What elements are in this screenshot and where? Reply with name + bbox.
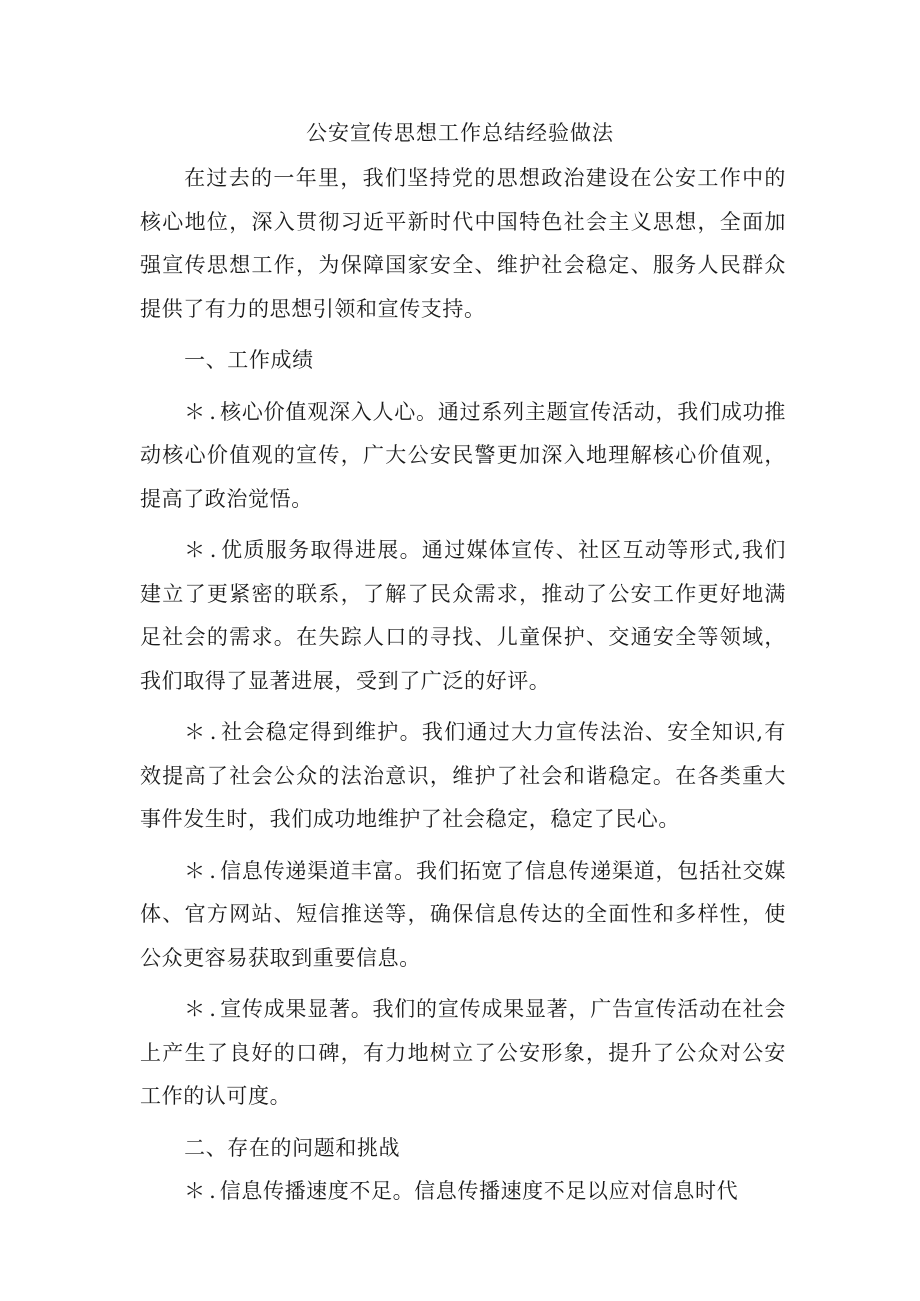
list-item-text: 信息传播速度不足。信息传播速度不足以应对信息时代 (219, 1179, 739, 1203)
intro-paragraph: 在过去的一年里，我们坚持党的思想政治建设在公安工作中的核心地位，深入贯彻习近平新时代中国特色社会主义思想，全面加强宣传思想工作，为保障国家安全、维护社会稳定、服务人民群众提供了有力的思想引领和宣传支持。 (140, 166, 786, 321)
document-body (140, 157, 786, 1214)
list-item (140, 529, 786, 703)
list-item-text: 宣传成果显著。我们的宣传成果显著，广告宣传活动在社会上产生了良好的口碑，有力地树立了公安形象，提升了公众对公安工作的认可度。 (140, 997, 786, 1108)
bullet-marker: ＊. (184, 997, 220, 1021)
list-item-text: 信息传递渠道丰富。我们拓宽了信息传递渠道，包括社交媒体、官方网站、短信推送等，确保信息传达的全面性和多样性，使公众更容易获取到重要信息。 (140, 858, 786, 970)
list-item-text: 核心价值观深入人心。通过系列主题宣传活动，我们成功推动核心价值观的宣传，广大公安民警更加深入地理解核心价值观，提高了政治觉悟。 (140, 399, 786, 511)
list-item (140, 711, 786, 842)
bullet-marker: ＊. (184, 858, 220, 883)
document-title: 公安宣传思想工作总结经验做法 (306, 121, 614, 145)
list-item-text: 优质服务取得进展。通过媒体宣传、社区互动等形式,我们建立了更紧密的联系，了解了民众需求，推动了公安工作更好地满足社会的需求。在失踪人口的寻找、儿童保护、交通安全等领域，我们取得了显著进展，受到了广泛的好评。 (140, 538, 786, 693)
section-heading-achievements: 一、工作成绩 (184, 348, 314, 372)
list-item (140, 391, 786, 522)
section-heading-problems: 二、存在的问题和挑战 (184, 1135, 401, 1160)
list-item (140, 988, 786, 1119)
list-item (140, 850, 786, 981)
bullet-marker: ＊. (184, 399, 220, 424)
list-item-text: 社会稳定得到维护。我们通过大力宣传法治、安全知识,有效提高了社会公众的法治意识，维护了社会和谐稳定。在各类重大事件发生时，我们成功地维护了社会稳定，稳定了民心。 (140, 720, 786, 831)
bullet-marker: ＊. (184, 720, 221, 744)
list-item (140, 1170, 786, 1214)
bullet-marker: ＊. (184, 538, 221, 562)
bullet-marker: ＊. (184, 1179, 220, 1203)
